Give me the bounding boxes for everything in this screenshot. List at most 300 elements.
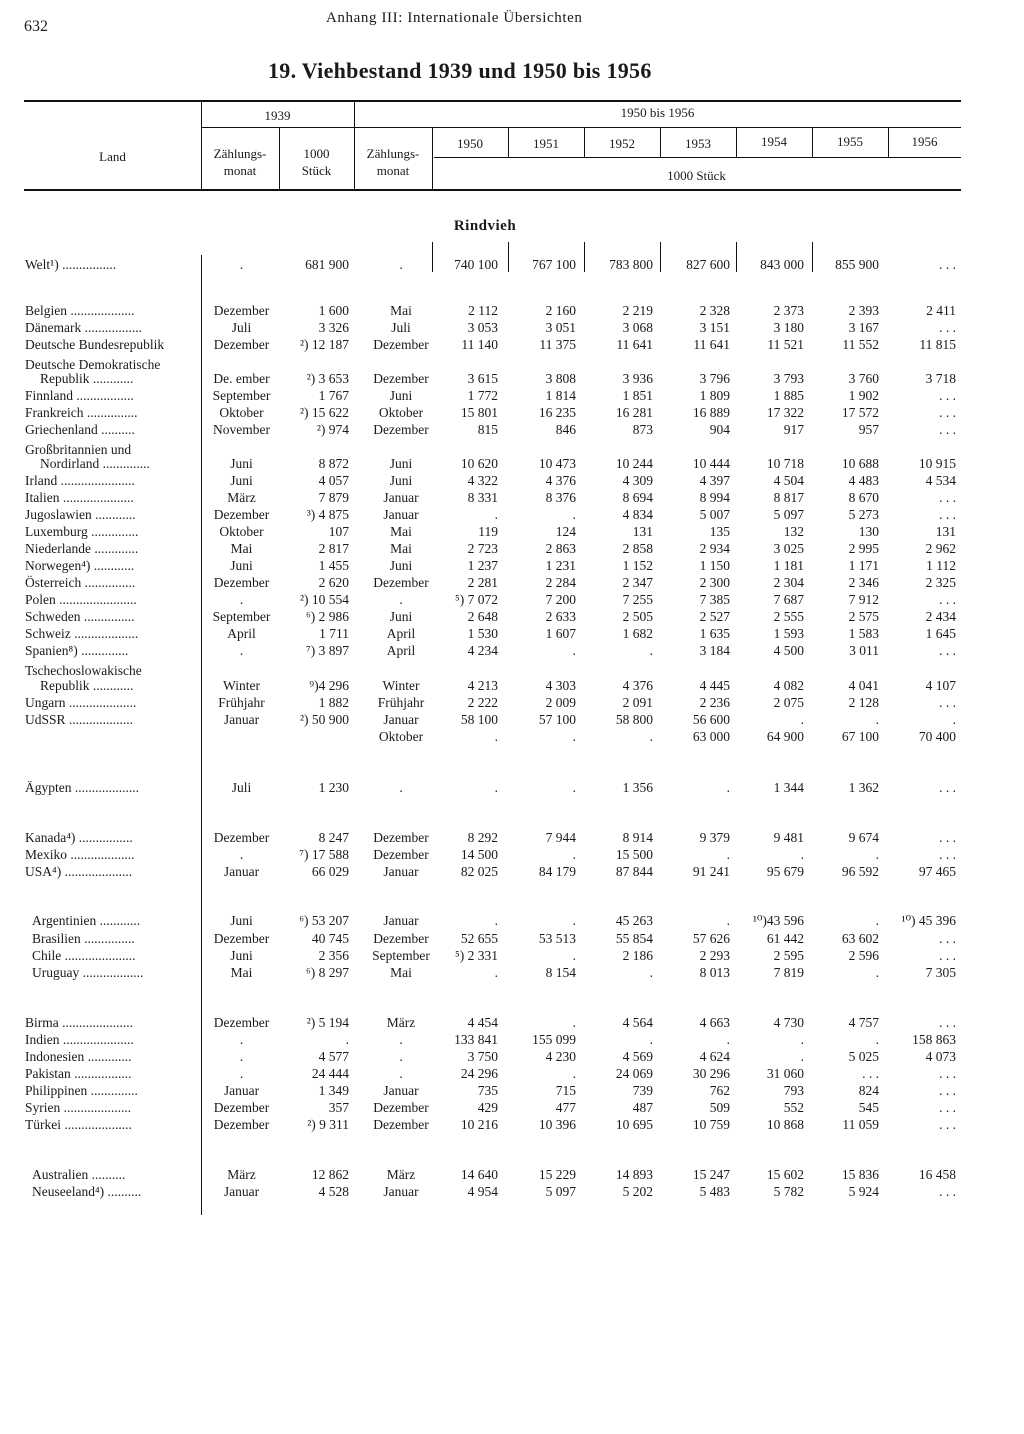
value-1951: 1 231: [545, 558, 576, 573]
country-name: Indonesien .............: [25, 1049, 132, 1064]
value-1952: 2 858: [622, 541, 653, 556]
value-1955: 1 583: [848, 626, 879, 641]
value-1956: 2 411: [926, 303, 956, 318]
country-name: Deutsche Bundesrepublik: [25, 337, 165, 352]
count-month-1950: .: [399, 780, 403, 795]
value-1955: 1 902: [848, 388, 879, 403]
value-1956: . . .: [939, 257, 956, 272]
value-1953: 3 151: [699, 320, 730, 335]
value-1956: 16 458: [918, 1167, 956, 1182]
value-1955: 545: [858, 1100, 879, 1115]
count-month-1950: Januar: [383, 1184, 419, 1199]
count-month-1939: Juli: [231, 320, 252, 335]
running-header: Anhang III: Internationale Übersichten: [326, 10, 583, 26]
value-1955: .: [875, 913, 879, 928]
value-1952: 14 893: [615, 1167, 653, 1182]
country-name: Griechenland ..........: [25, 422, 135, 437]
count-month-1950: Winter: [382, 678, 420, 693]
value-1939: .: [345, 1032, 349, 1047]
value-1954: 61 442: [766, 931, 804, 946]
value-1952: 4 376: [622, 678, 653, 693]
country-name: Italien .....................: [25, 490, 134, 505]
header-year: 1951: [533, 136, 559, 151]
value-1955: 67 100: [841, 729, 879, 744]
value-1953: 56 600: [692, 712, 730, 727]
count-month-1950: März: [386, 1167, 416, 1182]
table-row: [0, 591, 1024, 608]
value-1956: . . .: [939, 1100, 956, 1115]
value-1950: 15 801: [460, 405, 498, 420]
value-1954: 8 817: [773, 490, 804, 505]
value-1939: 40 745: [311, 931, 349, 946]
country-name: Polen .......................: [25, 592, 137, 607]
count-month-1939: Dezember: [213, 1100, 270, 1115]
value-1952: 87 844: [615, 864, 653, 879]
value-1952: 45 263: [615, 913, 653, 928]
count-month-1939: Frühjahr: [218, 695, 265, 710]
count-month-1939: Dezember: [213, 337, 270, 352]
value-1956: . . .: [939, 507, 956, 522]
value-1939: ⁹)4 296: [309, 678, 349, 693]
country-name: UdSSR ...................: [25, 712, 134, 727]
value-1939: ²) 10 554: [299, 592, 349, 607]
value-1952: 11 641: [616, 337, 653, 352]
value-1956: . . .: [939, 1184, 956, 1199]
country-name: Österreich ...............: [25, 575, 136, 590]
value-1953: 4 445: [699, 678, 730, 693]
value-1950: 429: [477, 1100, 498, 1115]
value-1953: 3 796: [699, 371, 730, 386]
value-1950: 4 954: [467, 1184, 498, 1199]
value-1939: ⁶) 2 986: [306, 609, 349, 624]
country-name: Nordirland ..............: [40, 456, 150, 471]
value-1950: .: [494, 965, 498, 980]
value-1950: 4 213: [467, 678, 498, 693]
count-month-1950: Dezember: [373, 337, 429, 352]
value-1955: 7 912: [848, 592, 879, 607]
count-month-1950: Juni: [389, 456, 413, 471]
value-1939: 1 349: [318, 1083, 349, 1098]
value-1951: 4 303: [545, 678, 576, 693]
value-1939: 24 444: [311, 1066, 349, 1081]
count-month-1939: .: [239, 847, 244, 862]
value-1956: . . .: [939, 643, 956, 658]
count-month-1939: März: [227, 1167, 256, 1182]
value-1950: 14 500: [460, 847, 498, 862]
table-row: [0, 947, 1024, 964]
value-1954: 552: [783, 1100, 804, 1115]
value-1956: 2 434: [925, 609, 956, 624]
value-1939: 3 326: [318, 320, 349, 335]
value-1955: .: [875, 1032, 879, 1047]
value-1954: 843 000: [760, 257, 804, 272]
count-month-1939: Januar: [223, 864, 260, 879]
count-month-1950: März: [386, 1015, 416, 1030]
table-row: [0, 421, 1024, 438]
count-month-1950: Dezember: [373, 931, 429, 946]
value-1939: 66 029: [311, 864, 349, 879]
value-1952: 4 309: [622, 473, 653, 488]
value-1956: 3 718: [925, 371, 956, 386]
value-1956: . . .: [939, 1066, 956, 1081]
value-1952: 2 186: [622, 948, 653, 963]
value-1956: 2 962: [925, 541, 956, 556]
header-year: 1956: [911, 134, 938, 149]
value-1952: 2 219: [622, 303, 653, 318]
value-1951: 2 160: [545, 303, 576, 318]
value-1951: 84 179: [538, 864, 576, 879]
value-1952: 3 068: [622, 320, 653, 335]
value-1951: 4 376: [545, 473, 576, 488]
value-1953: 8 994: [699, 490, 730, 505]
value-1952: 4 564: [622, 1015, 653, 1030]
value-1953: .: [726, 847, 730, 862]
value-1954: 4 730: [773, 1015, 804, 1030]
count-month-1950: Frühjahr: [377, 695, 425, 710]
value-1939: ³) 4 875: [306, 507, 349, 522]
count-month-1939: Oktober: [219, 524, 264, 539]
value-1950: .: [494, 913, 498, 928]
value-1952: 58 800: [615, 712, 653, 727]
value-1950: 735: [477, 1083, 498, 1098]
count-month-1939: Dezember: [213, 931, 270, 946]
count-month-1950: Mai: [390, 541, 412, 556]
value-1954: 10 868: [766, 1117, 804, 1132]
value-1956: . . .: [939, 695, 956, 710]
value-1951: 7 200: [545, 592, 576, 607]
value-1955: 5 273: [848, 507, 879, 522]
value-1953: 10 759: [692, 1117, 730, 1132]
country-name: Luxemburg ..............: [25, 524, 139, 539]
count-month-1950: September: [372, 948, 430, 963]
value-1952: 5 202: [622, 1184, 653, 1199]
table-row: [0, 523, 1024, 540]
count-month-1939: September: [212, 388, 271, 403]
value-1954: 11 521: [767, 337, 804, 352]
value-1939: 1 711: [319, 626, 349, 641]
value-1951: .: [572, 847, 576, 862]
value-1953: .: [726, 1032, 730, 1047]
count-month-1939: .: [239, 1049, 244, 1064]
value-1939: ²) 12 187: [299, 337, 349, 352]
value-1956: 1 645: [925, 626, 956, 641]
header-bottom-rule: [24, 189, 961, 191]
value-1951: 57 100: [538, 712, 576, 727]
value-1952: 783 800: [609, 257, 653, 272]
value-1953: 7 385: [699, 592, 730, 607]
table-row: [0, 1166, 1024, 1183]
value-1955: 957: [858, 422, 879, 437]
value-1939: 1 230: [318, 780, 349, 795]
value-1955: 63 602: [841, 931, 879, 946]
count-month-1950: Januar: [383, 507, 419, 522]
value-1951: 8 376: [545, 490, 576, 505]
value-1953: 4 397: [699, 473, 730, 488]
value-1953: 10 444: [692, 456, 730, 471]
value-1953: 2 527: [699, 609, 730, 624]
value-1939: ²) 5 194: [306, 1015, 349, 1030]
value-1939: 1 600: [318, 303, 349, 318]
count-month-1939: De. ember: [213, 371, 270, 386]
value-1939: 2 356: [318, 948, 349, 963]
header-year: 1955: [837, 134, 863, 149]
count-month-1939: .: [239, 1066, 244, 1081]
country-name: Uruguay ..................: [32, 965, 144, 980]
value-1952: .: [649, 643, 653, 658]
table-row: [0, 694, 1024, 711]
value-1955: 2 346: [848, 575, 879, 590]
value-1955: 2 596: [848, 948, 879, 963]
value-1953: 91 241: [692, 864, 730, 879]
value-1954: ¹⁰)43 596: [752, 913, 804, 928]
value-1954: .: [800, 712, 804, 727]
count-month-1939: Dezember: [213, 303, 270, 318]
count-month-1939: Januar: [223, 1083, 260, 1098]
value-1956: 4 073: [925, 1049, 956, 1064]
table-row: [0, 506, 1024, 523]
value-1954: 3 180: [773, 320, 804, 335]
count-month-1950: Dezember: [373, 1117, 429, 1132]
value-1950: 119: [478, 524, 498, 539]
value-1954: 2 304: [773, 575, 804, 590]
value-1955: 5 025: [848, 1049, 879, 1064]
value-1953: 2 934: [699, 541, 730, 556]
value-1950: 10 620: [460, 456, 498, 471]
value-1954: 10 718: [766, 456, 804, 471]
count-month-1950: Oktober: [378, 729, 424, 744]
value-1939: ²) 50 900: [299, 712, 349, 727]
value-1950: 3 053: [467, 320, 498, 335]
value-1951: 3 808: [545, 371, 576, 386]
table-row: [0, 1065, 1024, 1082]
value-1956: 1 112: [926, 558, 956, 573]
value-1953: 15 247: [692, 1167, 730, 1182]
table-row: [0, 472, 1024, 489]
value-1951: 2 863: [545, 541, 576, 556]
count-month-1950: .: [399, 257, 403, 272]
value-1955: 17 572: [841, 405, 879, 420]
count-month-1939: Dezember: [213, 1117, 270, 1132]
value-1955: 824: [858, 1083, 879, 1098]
table-row: [0, 608, 1024, 625]
count-month-1939: Oktober: [219, 405, 264, 420]
count-month-1950: Dezember: [373, 847, 429, 862]
value-1950: .: [494, 780, 498, 795]
table-row: [0, 1048, 1024, 1065]
value-1954: 4 082: [773, 678, 804, 693]
value-1950: 2 723: [467, 541, 498, 556]
value-1951: 53 513: [538, 931, 576, 946]
value-1939: ²) 9 311: [307, 1117, 349, 1132]
country-name: Finnland .................: [25, 388, 134, 403]
value-1956: . . .: [939, 388, 956, 403]
value-1956: 11 815: [919, 337, 956, 352]
table-row: [0, 625, 1024, 642]
value-1956: 2 325: [925, 575, 956, 590]
value-1950: 4 322: [467, 473, 498, 488]
value-1952: 10 695: [615, 1117, 653, 1132]
country-name: Deutsche Demokratische: [25, 357, 161, 372]
value-1956: 97 465: [918, 864, 956, 879]
value-1956: . . .: [939, 1015, 956, 1030]
value-1952: 7 255: [622, 592, 653, 607]
value-1951: 2 284: [545, 575, 576, 590]
value-1953: 2 328: [699, 303, 730, 318]
value-1950: 52 655: [460, 931, 498, 946]
country-name: Niederlande .............: [25, 541, 139, 556]
table-row: [0, 1031, 1024, 1048]
table-row: [0, 711, 1024, 728]
value-1955: . . .: [862, 1066, 879, 1081]
header-stueck-1939: 1000 Stück: [301, 146, 332, 178]
country-name: Pakistan .................: [25, 1066, 132, 1081]
value-1953: 8 013: [699, 965, 730, 980]
value-1956: 4 534: [925, 473, 956, 488]
country-name: Philippinen ..............: [25, 1083, 138, 1098]
value-1955: 4 757: [848, 1015, 879, 1030]
value-1953: 3 184: [699, 643, 730, 658]
count-month-1939: Juli: [231, 780, 252, 795]
country-name: Chile .....................: [32, 948, 136, 963]
count-month-1939: .: [239, 643, 244, 658]
value-1939: 7 879: [318, 490, 349, 505]
country-name: Kanada⁴) ................: [25, 830, 133, 845]
value-1951: 11 375: [539, 337, 576, 352]
value-1955: 1 362: [848, 780, 879, 795]
table-row: [0, 677, 1024, 694]
value-1953: 4 663: [699, 1015, 730, 1030]
count-month-1939: Dezember: [213, 830, 270, 845]
value-1953: 16 889: [692, 405, 730, 420]
value-1955: 2 393: [848, 303, 879, 318]
value-1951: .: [572, 729, 576, 744]
value-1939: 107: [328, 524, 349, 539]
value-1951: 8 154: [545, 965, 576, 980]
value-1939: 357: [328, 1100, 349, 1115]
country-name: Schweiz ...................: [25, 626, 139, 641]
value-1956: . . .: [939, 948, 956, 963]
value-1955: 15 836: [841, 1167, 879, 1182]
value-1956: . . .: [939, 931, 956, 946]
value-1956: 158 863: [912, 1032, 956, 1047]
table-row: [0, 302, 1024, 319]
country-name: Großbritannien und: [25, 442, 132, 457]
value-1939: 2 817: [318, 541, 349, 556]
value-1956: . . .: [939, 847, 956, 862]
value-1953: .: [726, 780, 730, 795]
value-1953: 4 624: [699, 1049, 730, 1064]
count-month-1950: Mai: [390, 524, 412, 539]
value-1953: 5 007: [699, 507, 730, 522]
value-1951: .: [572, 913, 576, 928]
value-1951: 155 099: [532, 1032, 576, 1047]
header-year: 1954: [761, 134, 787, 149]
count-month-1939: .: [239, 592, 244, 607]
value-1955: .: [875, 712, 879, 727]
country-name: Dänemark .................: [25, 320, 142, 335]
table-row: [0, 319, 1024, 336]
header-year: 1953: [685, 136, 711, 151]
value-1952: 24 069: [615, 1066, 653, 1081]
value-1952: 487: [632, 1100, 653, 1115]
value-1956: 70 400: [918, 729, 956, 744]
value-1953: 1 635: [699, 626, 730, 641]
header-group-1950-56: 1950 bis 1956: [620, 105, 695, 120]
count-month-1939: Januar: [223, 1184, 260, 1199]
count-month-1950: Juni: [389, 388, 413, 403]
count-month-1939: Juni: [230, 913, 253, 928]
value-1955: 2 128: [848, 695, 879, 710]
value-1950: 58 100: [460, 712, 498, 727]
value-1954: 1 593: [773, 626, 804, 641]
value-1951: 7 944: [545, 830, 576, 845]
country-name: Neuseeland⁴) ..........: [32, 1184, 142, 1199]
value-1950: 24 296: [460, 1066, 498, 1081]
count-month-1939: Juni: [230, 948, 253, 963]
page-number: 632: [24, 18, 48, 35]
value-1954: 4 504: [773, 473, 804, 488]
count-month-1939: Januar: [223, 712, 260, 727]
table-row: [0, 1116, 1024, 1133]
header-land: Land: [99, 149, 126, 164]
value-1950: 14 640: [460, 1167, 498, 1182]
value-1953: 2 293: [699, 948, 730, 963]
value-1954: 15 602: [766, 1167, 804, 1182]
value-1954: 3 025: [773, 541, 804, 556]
value-1955: 4 483: [848, 473, 879, 488]
value-1954: 17 322: [766, 405, 804, 420]
header-year: 1950: [457, 136, 483, 151]
value-1951: .: [572, 1066, 576, 1081]
value-1952: 3 936: [622, 371, 653, 386]
value-1939: 4 528: [318, 1184, 349, 1199]
value-1951: 124: [555, 524, 576, 539]
value-1954: 5 782: [773, 1184, 804, 1199]
value-1950: 2 648: [467, 609, 498, 624]
count-month-1939: Juni: [230, 558, 253, 573]
header-zaehlungsmonat-1950: Zählungs- monat: [366, 146, 420, 178]
value-1950: 11 140: [461, 337, 498, 352]
country-name: Norwegen⁴) ............: [25, 558, 135, 573]
value-1956: . . .: [939, 1083, 956, 1098]
table-row: [0, 642, 1024, 659]
value-1954: 132: [783, 524, 804, 539]
count-month-1950: Oktober: [378, 405, 424, 420]
value-1951: 15 229: [538, 1167, 576, 1182]
value-1939: ⁷) 17 588: [299, 847, 349, 862]
value-1939: 1 455: [318, 558, 349, 573]
value-1954: 31 060: [766, 1066, 804, 1081]
value-1939: ²) 15 622: [299, 405, 349, 420]
value-1955: 11 059: [842, 1117, 879, 1132]
value-1950: 815: [477, 422, 498, 437]
value-1950: 10 216: [460, 1117, 498, 1132]
value-1950: 8 331: [467, 490, 498, 505]
value-1952: 1 152: [622, 558, 653, 573]
value-1955: 1 171: [848, 558, 879, 573]
table-row: [0, 728, 1024, 745]
value-1951: 2 009: [545, 695, 576, 710]
value-1953: .: [726, 913, 730, 928]
value-1955: 10 688: [841, 456, 879, 471]
value-1954: .: [800, 847, 804, 862]
count-month-1939: Dezember: [213, 1015, 270, 1030]
country-name: Republik ............: [40, 678, 134, 693]
value-1955: 11 552: [842, 337, 879, 352]
value-1953: 5 483: [699, 1184, 730, 1199]
count-month-1939: Mai: [230, 541, 253, 556]
count-month-1950: Dezember: [373, 371, 429, 386]
